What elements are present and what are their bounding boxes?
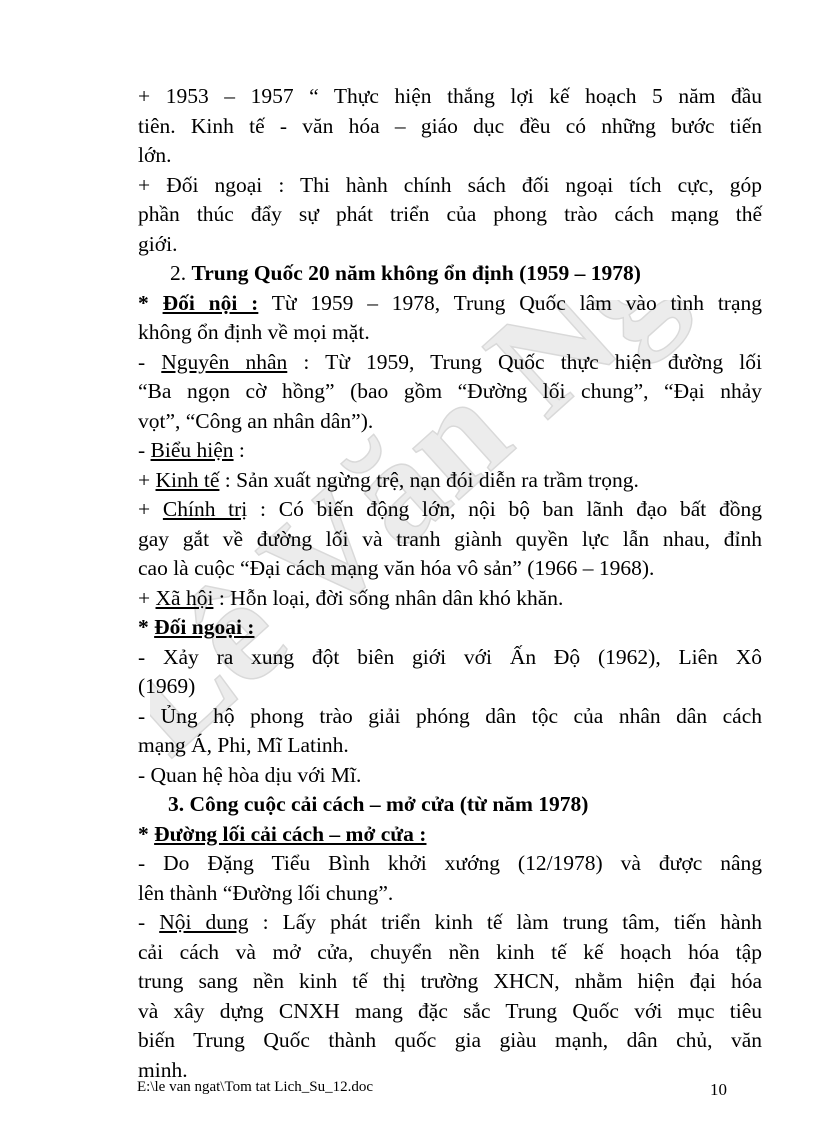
subheading-label: Đối ngoại :: [154, 615, 255, 639]
paragraph-line: [138, 613, 762, 643]
paragraph-line: [138, 584, 762, 614]
bullet-dash: -: [138, 438, 151, 462]
paragraph-line: - Do Đặng Tiểu Bình khởi xướng (12/1978) và được nâng: [138, 851, 762, 875]
paragraph-line: cao là cuộc “Đại cách mạng văn hóa vô sản” (1966 – 1968).: [138, 556, 655, 580]
paragraph-line: lớn.: [138, 143, 172, 167]
paragraph-line: giới.: [138, 231, 178, 256]
paragraph-text: Từ 1959 – 1978, Trung Quốc lâm vào tình trạng: [258, 290, 762, 315]
paragraph-line: [138, 820, 762, 850]
bullet-plus: +: [138, 497, 163, 521]
paragraph-line: vọt”, “Công an nhân dân”).: [138, 408, 374, 433]
paragraph-text: : Lấy phát triển kinh tế làm trung tâm, tiến hành: [248, 910, 762, 934]
paragraph-line: [138, 495, 762, 525]
paragraph-text: : Sản xuất ngừng trệ, nạn đói diễn ra trầm trọng.: [219, 467, 639, 492]
bullet-star: *: [138, 615, 155, 639]
paragraph-line: - Quan hệ hòa dịu với Mĩ.: [138, 762, 362, 787]
document-body: [138, 82, 762, 1085]
paragraph-line: mạng Á, Phi, Mĩ Latinh.: [138, 733, 349, 757]
paragraph-line: - Ủng hộ phong trào giải phóng dân tộc của nhân dân cách: [138, 703, 762, 728]
paragraph-line: tiên. Kinh tế - văn hóa – giáo dục đều có những bước tiến: [138, 113, 762, 138]
bullet-dash: -: [138, 910, 160, 934]
underlined-label: Nội dung: [159, 910, 249, 934]
paragraph-line: biến Trung Quốc thành quốc gia giàu mạnh, dân chủ, văn: [138, 1028, 762, 1052]
paragraph-text: : Có biến động lớn, nội bộ ban lãnh đạo bất đồng: [247, 497, 762, 521]
paragraph-line: [138, 348, 762, 378]
bullet-star: *: [138, 290, 163, 315]
underlined-label: Biểu hiện: [150, 438, 234, 462]
paragraph-line: [138, 466, 762, 496]
paragraph-line: gay gắt về đường lối và tranh giành quyền lực lẫn nhau, đỉnh: [138, 526, 762, 551]
paragraph-line: cải cách và mở cửa, chuyển nền kinh tế kế hoạch hóa tập: [138, 939, 762, 964]
paragraph-text: : Hỗn loại, đời sống nhân dân khó khăn.: [213, 585, 564, 610]
paragraph-line: minh.: [138, 1057, 188, 1082]
bullet-plus: +: [138, 467, 156, 492]
section-number: 2.: [170, 261, 192, 285]
underlined-label: Kinh tế: [155, 467, 220, 492]
underlined-label: Xã hội: [155, 585, 214, 610]
section-heading-2: [138, 259, 762, 289]
footer-file-path: E:\le van ngat\Tom tat Lich_Su_12.doc: [137, 1079, 373, 1095]
paragraph-line: + 1953 – 1957 “ Thực hiện thắng lợi kế hoạch 5 năm đầu: [138, 84, 762, 108]
underlined-label: Nguyên nhân: [161, 349, 288, 374]
subheading-label: Đường lối cải cách – mở cửa :: [154, 821, 427, 846]
paragraph-line: [138, 289, 762, 319]
subheading-label: Đối nội :: [162, 290, 259, 315]
bullet-plus: +: [138, 585, 156, 610]
paragraph-line: “Ba ngọn cờ hồng” (bao gồm “Đường lối chung”, “Đại nhảy: [138, 379, 762, 403]
paragraph-line: [138, 436, 762, 466]
paragraph-text: :: [233, 438, 245, 462]
paragraph-line: lên thành “Đường lối chung”.: [138, 880, 394, 905]
underlined-label: Chính trị: [162, 497, 248, 521]
paragraph-line: (1969): [138, 674, 196, 698]
paragraph-line: + Đối ngoại : Thi hành chính sách đối ngoại tích cực, góp: [138, 172, 762, 197]
bullet-dash: -: [138, 349, 162, 374]
paragraph-line: - Xảy ra xung đột biên giới với Ấn Độ (1962), Liên Xô: [138, 644, 762, 669]
paragraph-line: và xây dựng CNXH mang đặc sắc Trung Quốc với mục tiêu: [138, 998, 762, 1023]
paragraph-line: trung sang nền kinh tế thị trường XHCN, nhằm hiện đại hóa: [138, 969, 762, 993]
watermark-text: Lê Văn: [150, 347, 541, 780]
paragraph-text: : Từ 1959, Trung Quốc thực hiện đường lối: [287, 349, 762, 374]
paragraph-line: phần thúc đẩy sự phát triển của phong trào cách mạng thế: [138, 202, 762, 226]
bullet-star: *: [138, 821, 155, 846]
section-title: Trung Quốc 20 năm không ổn định (1959 – 1978): [191, 261, 641, 285]
page-number: 10: [710, 1080, 727, 1099]
section-heading-3: 3. Công cuộc cải cách – mở cửa (từ năm 1978): [168, 792, 589, 816]
paragraph-line: không ổn định về mọi mặt.: [138, 320, 370, 344]
paragraph-line: [138, 908, 762, 938]
